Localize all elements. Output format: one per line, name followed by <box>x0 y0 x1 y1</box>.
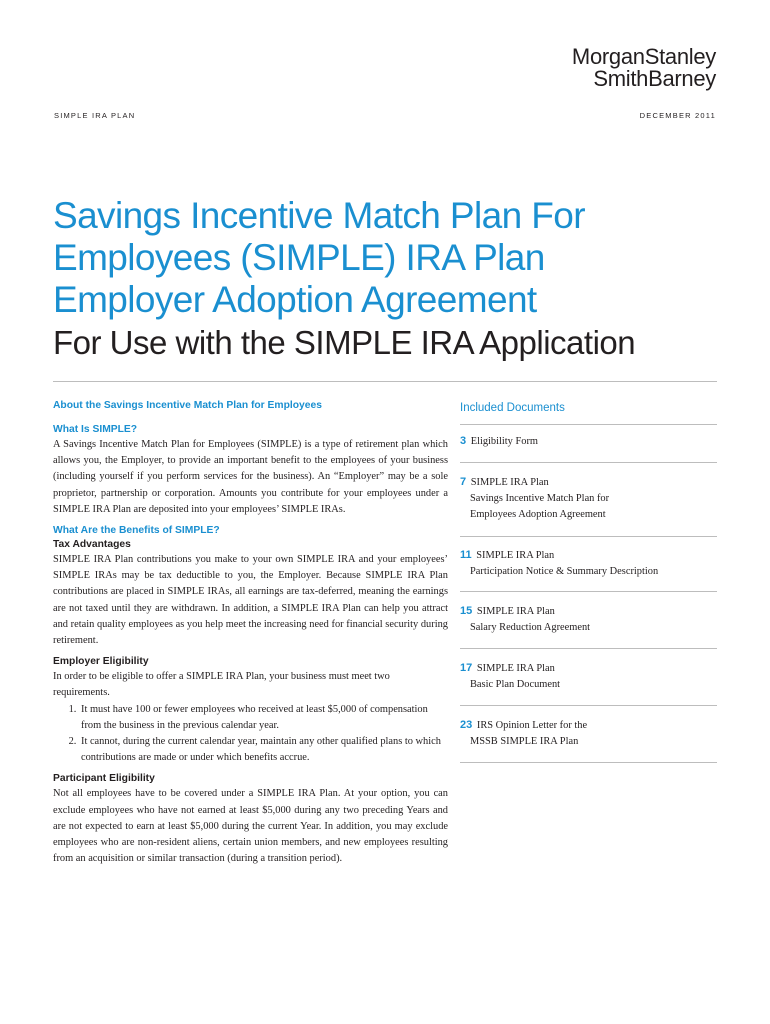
doc-page-number: 11 <box>460 549 472 561</box>
doc-subtitle: Basic Plan Document <box>470 679 561 690</box>
doc-subtitle: Salary Reduction Agreement <box>470 622 591 633</box>
benefits-heading: What Are the Benefits of SIMPLE? <box>53 525 220 537</box>
doc-item-participation-notice <box>460 537 717 591</box>
what-is-simple-heading: What Is SIMPLE? <box>53 424 138 435</box>
doc-item-salary-reduction <box>460 592 717 648</box>
doc-subtitle: Savings Incentive Match Plan for <box>470 493 610 504</box>
about-section <box>53 396 448 867</box>
tax-advantages-text: SIMPLE IRA Plan contributions you make to your own SIMPLE IRA and your employees’ SIMPLE IRAs may be tax deductible to you, the Employer. Because SIMPLE IRA Plan contributions are placed in SIMPLE IRAs, all earnings are tax-deferred, meaning the earnings are not taxed until they are withdrawn. In addition, a SIMPLE IRA Plan can help you attract and retain quality employees as you help meet the increasing need for financial security during retirement. <box>53 554 448 647</box>
doc-page-number: 3 <box>460 435 467 447</box>
doc-title: IRS Opinion Letter for the <box>476 720 588 731</box>
included-documents-section <box>460 396 717 763</box>
participant-eligibility-heading: Participant Eligibility <box>53 773 155 785</box>
running-head-right: DECEMBER 2011 <box>639 111 716 120</box>
employer-requirements-list <box>53 702 448 767</box>
logo-line-2: SmithBarney <box>593 66 716 91</box>
requirement-item-1: 1. It must have 100 or fewer employees who received at least $5,000 of compensation from the business in the previous calendar year. <box>79 702 448 734</box>
doc-item-irs-opinion-letter <box>460 706 717 762</box>
requirement-item-2: 2. It cannot, during the current calendar year, maintain any other qualified plans to which contributions are made or under which benefits accrue. <box>79 734 448 766</box>
logo-line-1: MorganStanley <box>571 44 716 69</box>
doc-subtitle: MSSB SIMPLE IRA Plan <box>470 736 579 747</box>
title-line-2: Employees (SIMPLE) IRA Plan <box>53 237 545 278</box>
title-line-1: Savings Incentive Match Plan For <box>53 195 585 236</box>
doc-title: SIMPLE IRA Plan <box>470 477 549 488</box>
doc-page-number: 23 <box>460 719 473 731</box>
doc-subtitle: Employees Adoption Agreement <box>470 509 606 520</box>
employer-eligibility-heading: Employer Eligibility <box>53 656 149 668</box>
doc-page-number: 17 <box>460 662 473 674</box>
doc-page-number: 15 <box>460 605 473 617</box>
doc-title: SIMPLE IRA Plan <box>476 550 555 561</box>
participant-eligibility-text: Not all employees have to be covered under a SIMPLE IRA Plan. At your option, you can exclude employees who have not earned at least $5,000 during any two preceding Years and are not expected to earn at least $5,000 during the current Year. In addition, you may exclude employees who are non-resident aliens, certain union members, and new employees resulting from an acquisition or similar transaction (during a transition period). <box>53 788 448 865</box>
doc-page-number: 7 <box>460 476 467 488</box>
section-divider <box>53 381 717 382</box>
doc-title: Eligibility Form <box>470 436 538 447</box>
doc-item-adoption-agreement <box>460 463 717 536</box>
doc-item-eligibility-form <box>460 425 717 462</box>
document-subtitle: For Use with the SIMPLE IRA Application <box>53 324 636 361</box>
doc-title: SIMPLE IRA Plan <box>476 663 555 674</box>
about-heading: About the Savings Incentive Match Plan for Employees <box>53 400 322 411</box>
doc-title: SIMPLE IRA Plan <box>476 606 555 617</box>
included-documents-heading: Included Documents <box>460 402 565 414</box>
doc-divider <box>460 762 717 763</box>
employer-eligibility-text: In order to be eligible to offer a SIMPLE IRA Plan, your business must meet two requirements. <box>53 671 390 699</box>
document-title <box>53 195 733 321</box>
doc-subtitle: Participation Notice & Summary Description <box>470 566 659 577</box>
tax-advantages-heading: Tax Advantages <box>53 539 131 551</box>
running-head-left: SIMPLE IRA PLAN <box>54 111 136 120</box>
morgan-stanley-smith-barney-logo <box>572 46 716 90</box>
doc-item-basic-plan <box>460 649 717 705</box>
what-is-simple-text: A Savings Incentive Match Plan for Employees (SIMPLE) is a type of retirement plan which allows you, the Employer, to provide an important benefit to the employees of your business (including yourself if you perform services for the business). An “Employer” may be a sole proprietor, partnership or corporation. Amounts you contribute for your employees under a SIMPLE IRA Plan are deposited into your employees’ SIMPLE IRAs. <box>53 439 448 515</box>
title-line-3: Employer Adoption Agreement <box>53 279 537 320</box>
